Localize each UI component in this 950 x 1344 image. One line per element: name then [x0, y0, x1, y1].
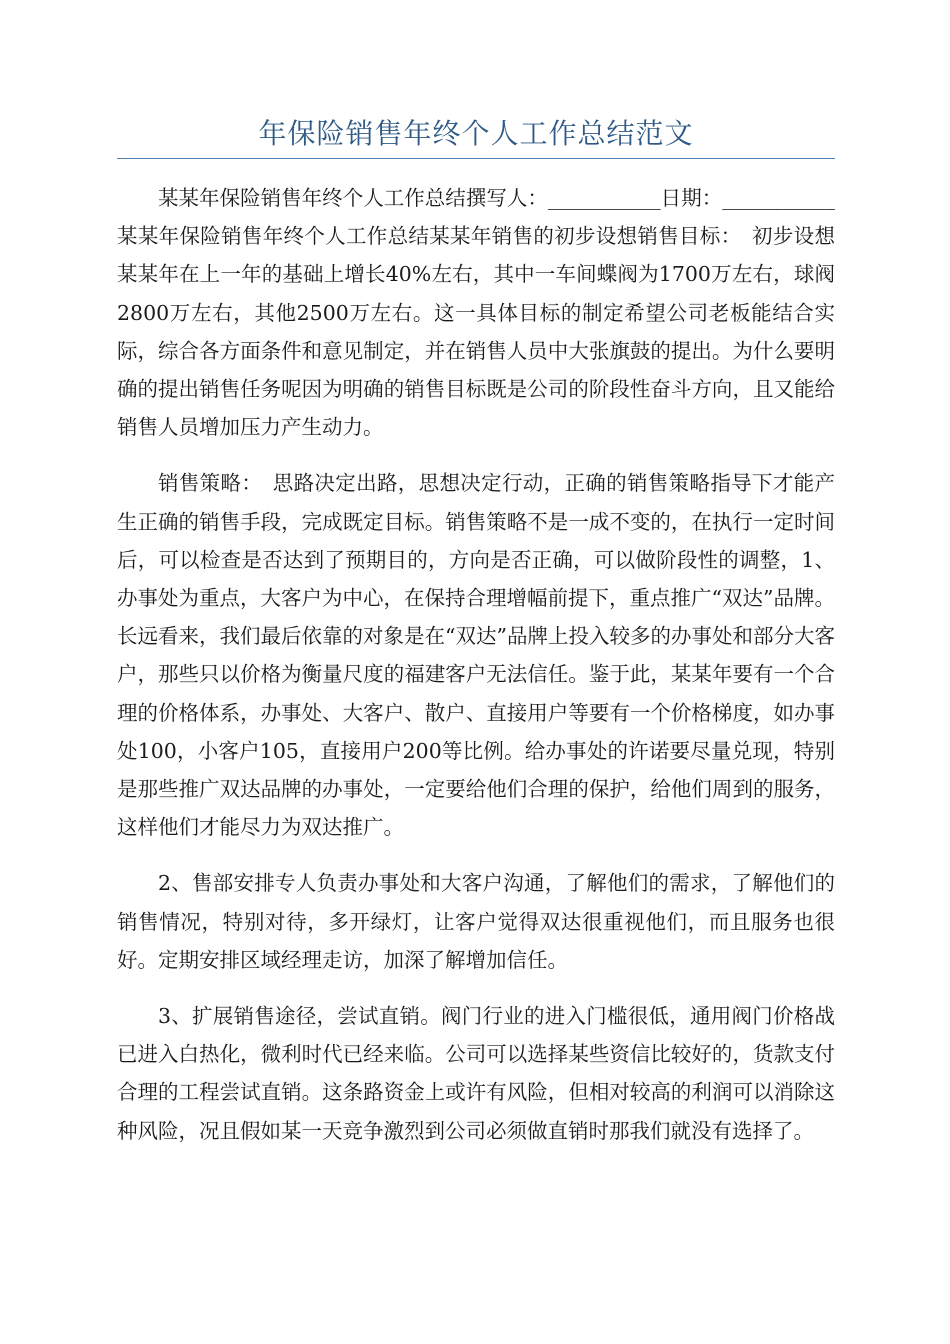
paragraph-dedicated-staff: 2、售部安排专人负责办事处和大客户沟通，了解他们的需求，了解他们的销售情况，特别对待，多开绿灯，让客户觉得双达很重视他们，而且服务也很好。定期安排区域经理走访，加深了解增加信任。 — [117, 871, 835, 972]
title-underline — [117, 158, 835, 159]
page-title: 年保险销售年终个人工作总结范文 — [258, 117, 694, 150]
paragraph-sales-strategy: 销售策略： 思路决定出路，思想决定行动，正确的销售策略指导下才能产生正确的销售手段，完成既定目标。销售策略不是一成不变的，在执行一定时间后，可以检查是否达到了预期目的，方向是否正确，可以做阶段性的调整，1、办事处为重点，大客户为中心，在保持合理增幅前提下，重点推广“双达”品牌。长远看来，我们最后依靠的对象是在“双达”品牌上投入较多的办事处和部分大客户，那些只以价格为衡量尺度的福建客户无法信任。鉴于此，某某年要有一个合理的价格体系，办事处、大客户、散户、直接用户等要有一个价格梯度，如办事处100，小客户105，直接用户200等比例。给办事处的许诺要尽量兑现，特别是那些推广双达品牌的办事处，一定要给他们合理的保护，给他们周到的服务，这样他们才能尽力为双达推广。 — [117, 471, 835, 840]
paragraph-sales-goal: 某某年保险销售年终个人工作总结撰写人：___________日期：___________某某年保险销售年终个人工作总结某某年销售的初步设想销售目标： 初步设想某某年在上一年的基础上增长40%左右，其中一车间蝶阀为1700万左右，球阀2800万左右，其他2500万左右。这一具体目标的制定希望公司老板能结合实际，综合各方面条件和意见制定，并在销售人员中大张旗鼓的提出。为什么要明确的提出销售任务呢因为明确的销售目标既是公司的阶段性奋斗方向，且又能给销售人员增加压力产生动力。 — [117, 186, 835, 440]
document-page — [117, 0, 835, 1150]
paragraph-direct-sales: 3、扩展销售途径，尝试直销。阀门行业的进入门槛很低，通用阀门价格战已进入白热化，微利时代已经来临。公司可以选择某些资信比较好的，货款支付合理的工程尝试直销。这条路资金上或许有风险，但相对较高的利润可以消除这种风险，况且假如某一天竞争激烈到公司必须做直销时那我们就没有选择了。 — [117, 1004, 835, 1143]
